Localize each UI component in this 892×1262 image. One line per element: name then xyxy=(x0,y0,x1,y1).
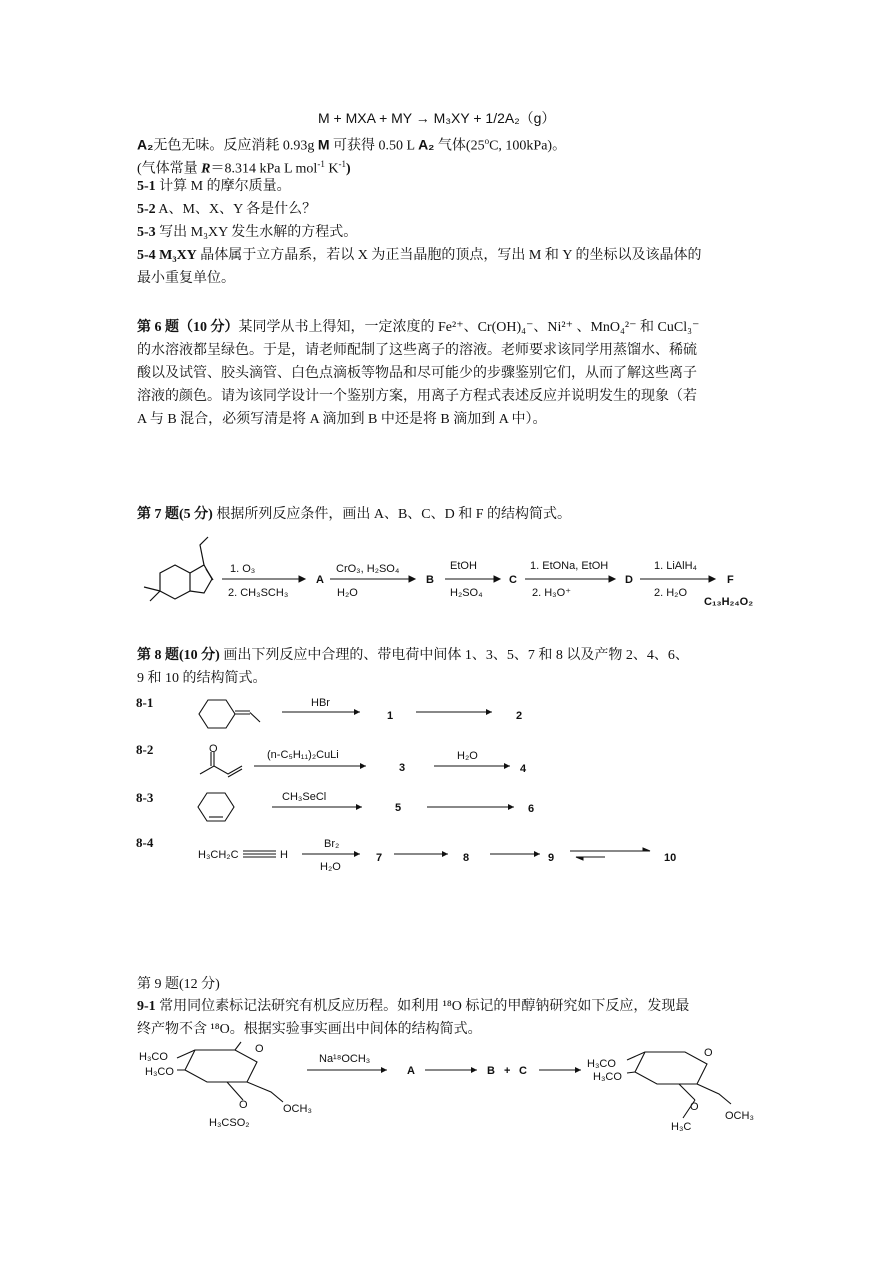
q8-4-reagent-bottom: H₂O xyxy=(320,861,341,873)
bicyclic-starting-material xyxy=(144,537,213,601)
q8-2-intermediate: 3 xyxy=(399,762,406,774)
q8-3-reagent: CH₃SeCl xyxy=(282,791,327,803)
q8-1-intermediate: 1 xyxy=(387,710,394,722)
q7-product-d: D xyxy=(625,574,633,586)
question-6-line5: A 与 B 混合，必须写清是将 A 滴加到 B 中还是将 B 滴加到 A 中）。 xyxy=(137,412,547,427)
q7-product-f: F xyxy=(727,574,734,586)
q9-intermediate-b: B xyxy=(487,1065,495,1077)
q7-product-a: A xyxy=(316,574,324,586)
q9-intermediate-a: A xyxy=(407,1065,415,1077)
methyl-vinyl-ketone xyxy=(200,752,242,777)
q8-3-intermediate: 5 xyxy=(395,802,402,814)
q7-formula: C₁₃H₂₄O₂ xyxy=(704,596,754,608)
q8-1-product: 2 xyxy=(516,710,523,722)
q7-step2-bottom: H₂O xyxy=(337,587,358,599)
question-8-heading: 第 8 题(10 分) 画出下列反应中合理的、带电荷中间体 1、3、5、7 和 8 以及产物 2、4、6、 xyxy=(137,648,689,663)
q9-product-ome2: H₃CO xyxy=(593,1071,622,1083)
q7-step5-top: 1. LiAlH₄ xyxy=(654,560,698,572)
q8-4-start: H₃CH₂C xyxy=(198,849,239,861)
q8-2-oxygen: O xyxy=(209,743,218,755)
q9-product-ome1: H₃CO xyxy=(587,1058,616,1070)
q9-product-o: O xyxy=(690,1101,699,1113)
q9-start-ome1: H₃CO xyxy=(139,1051,168,1063)
q8-1-reagent: HBr xyxy=(311,697,330,709)
q9-start-ring-o: O xyxy=(255,1043,264,1055)
question-5-1: 5-1 计算 M 的摩尔质量。 xyxy=(137,179,291,194)
q7-step3-bottom: H₂SO₄ xyxy=(450,587,483,599)
q7-step2-top: CrO₃, H₂SO₄ xyxy=(336,563,400,575)
q8-4-product-9: 9 xyxy=(548,852,555,864)
question-9-1-cont: 终产物不含 ¹⁸O。根据实验事实画出中间体的结构简式。 xyxy=(137,1022,482,1037)
q8-2-reagent: (n-C₅H₁₁)₂CuLi xyxy=(267,749,339,761)
q9-product-me: H₃C xyxy=(671,1121,692,1133)
q8-2-reagent2: H₂O xyxy=(457,750,478,762)
q8-4-intermediate-8: 8 xyxy=(463,852,470,864)
q9-plus: + xyxy=(504,1065,511,1077)
question-6-line3: 酸以及试管、胶头滴管、白色点滴板等物品和尽可能少的步骤鉴别它们，从而了解这些离子 xyxy=(137,366,697,381)
question-5-4-cont: 最小重复单位。 xyxy=(137,271,235,286)
gas-constant: (气体常量 R＝8.314 kPa L mol$^{-1}$ $K^{-1}$) xyxy=(137,159,351,177)
q8-3-label: 8-3 xyxy=(136,790,154,805)
q7-step1-bottom: 2. CH₃SCH₃ xyxy=(228,587,289,599)
q9-start-o: O xyxy=(239,1099,248,1111)
question-9-heading: 第 9 题(12 分) xyxy=(137,977,220,992)
cyclohexene xyxy=(198,793,234,821)
question-5-3: 5-3 写出 M₃XY 发生水解的方程式。 xyxy=(137,225,358,240)
q7-reaction-scheme xyxy=(130,535,780,615)
methyl-glycoside-product xyxy=(627,1052,731,1118)
q8-4-label: 8-4 xyxy=(136,835,154,850)
question-8-cont: 9 和 10 的结构简式。 xyxy=(137,671,267,686)
ethylidene-cyclohexane xyxy=(199,700,260,728)
q7-product-c: C xyxy=(509,574,517,586)
q7-product-b: B xyxy=(426,574,434,586)
reaction-equation: M + MXA + MY → M₃XY + 1/2A₂（g） xyxy=(318,110,556,126)
q9-start-ms: H₃CSO₂ xyxy=(209,1117,250,1129)
question-5-4: 5-4 M₃XY 晶体属于立方晶系，若以 X 为正当晶胞的顶点，写出 M 和 Y 的坐标以及该晶体的 xyxy=(137,248,702,263)
question-5-2: 5-2 A、M、X、Y 各是什么？ xyxy=(137,202,317,217)
q8-4-intermediate-7: 7 xyxy=(376,852,383,864)
q9-product-ring-o: O xyxy=(704,1047,713,1059)
q7-step5-bottom: 2. H₂O xyxy=(654,587,687,599)
question-6-line2: 的水溶液都呈绿色。于是，请老师配制了这些离子的溶液。老师要求该同学用蒸馏水、稀硫 xyxy=(137,343,697,358)
q9-product-och3: OCH₃ xyxy=(725,1110,754,1122)
q7-step4-top: 1. EtONa, EtOH xyxy=(530,560,609,572)
question-7-heading: 第 7 题(5 分) 根据所列反应条件，画出 A、B、C、D 和 F 的结构简式。 xyxy=(137,507,572,522)
q8-4-hydrogen: H xyxy=(280,849,288,861)
question-6-line1: 第 6 题（10 分）某同学从书上得知，一定浓度的 Fe²⁺、Cr(OH)₄⁻、Ni²⁺ 、MnO₄²⁻ 和 CuCl₃⁻ xyxy=(137,320,700,335)
q9-start-ome2: H₃CO xyxy=(145,1066,174,1078)
q8-4-product-10: 10 xyxy=(664,852,677,864)
q9-reagent: Na¹⁸OCH₃ xyxy=(319,1053,371,1065)
methyl-glycoside-mesylate xyxy=(177,1042,283,1102)
q8-3-product: 6 xyxy=(528,803,535,815)
question-6-line4: 溶液的颜色。请为该同学设计一个鉴别方案，用离子方程式表述反应并说明发生的现象（若 xyxy=(137,389,697,404)
q7-step4-bottom: 2. H₃O⁺ xyxy=(532,587,572,599)
q8-2-product: 4 xyxy=(520,763,527,775)
q7-step3-top: EtOH xyxy=(450,560,477,572)
q9-intermediate-c: C xyxy=(519,1065,527,1077)
q8-1-label: 8-1 xyxy=(136,695,154,710)
question-9-1: 9-1 常用同位素标记法研究有机反应历程。如利用 ¹⁸O 标记的甲醇钠研究如下反应，发现最 xyxy=(137,999,690,1014)
q5-a2-description: A₂无色无味。反应消耗 0.93g M 可获得 0.50 L A₂ 气体(25$^o$C, 100kPa)。 xyxy=(137,136,567,154)
q9-reaction-scheme xyxy=(135,1040,775,1140)
q7-step1-top: 1. O₃ xyxy=(230,563,256,575)
q8-2-label: 8-2 xyxy=(136,742,154,757)
q8-reaction-schemes xyxy=(130,690,780,880)
q9-start-och3: OCH₃ xyxy=(283,1103,312,1115)
q8-4-reagent-top: Br₂ xyxy=(324,838,340,850)
